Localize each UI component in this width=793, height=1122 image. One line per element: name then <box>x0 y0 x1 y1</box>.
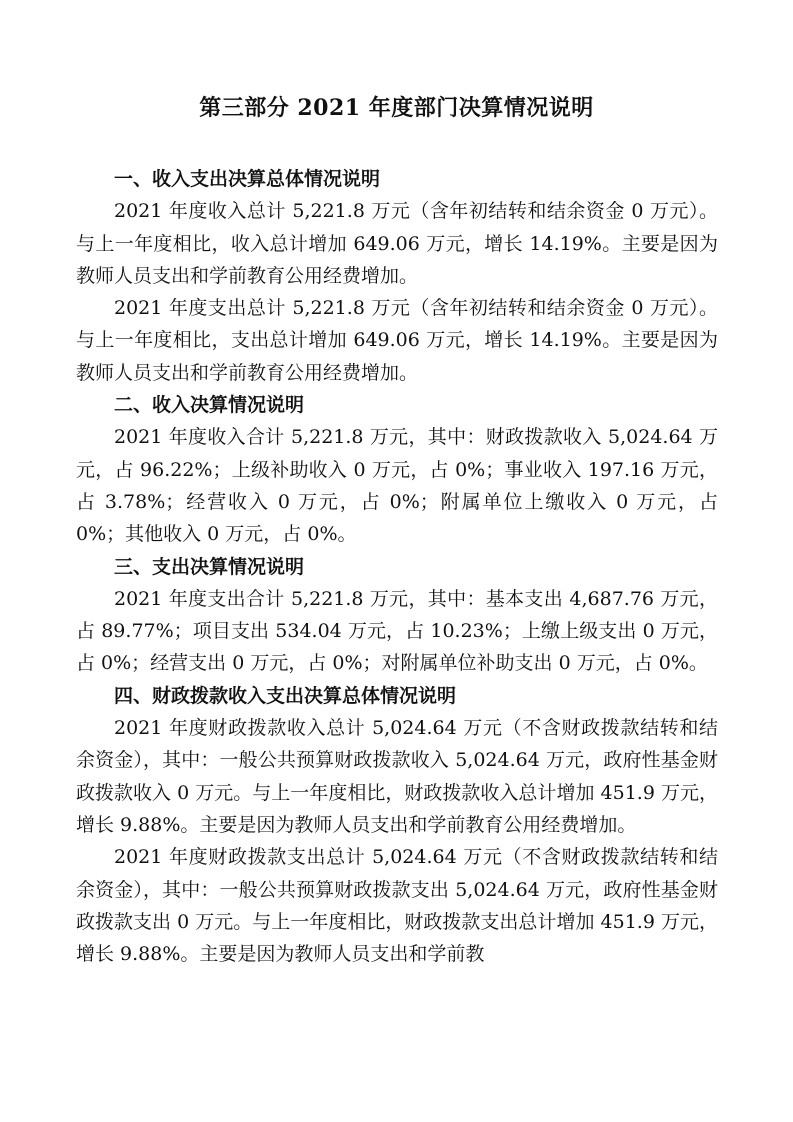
section-heading-fiscal-appropriation: 四、财政拨款收入支出决算总体情况说明 <box>114 684 457 707</box>
paragraph-expense-breakdown: 2021 年度支出合计 5,221.8 万元，其中：基本支出 4,687.76 万元，占 89.77%；项目支出 534.04 万元，占 10.23%；上缴上级支出 0 万元，占 0%；经营支出 0 万元，占 0%；对附属单位补助支出 0 万元，占 0%。 <box>76 587 718 675</box>
section-heading-income-expense-overview: 一、收入支出决算总体情况说明 <box>114 168 381 190</box>
paragraph-income-breakdown: 2021 年度收入合计 5,221.8 万元，其中：财政拨款收入 5,024.64 万元，占 96.22%；上级补助收入 0 万元，占 0%；事业收入 197.16 万元，占 3.78%；经营收入 0 万元，占 0%；附属单位上缴收入 0 万元，占 0%；其他收入 0 万元，占 0%。 <box>76 426 718 546</box>
section-heading-expense: 三、支出决算情况说明 <box>114 555 305 578</box>
paragraph-total-income: 2021 年度收入总计 5,221.8 万元（含年初结转和结余资金 0 万元）。与上一年度相比，收入总计增加 649.06 万元，增长 14.19%。主要是因为教师人员支出和学前教育公用经费增加。 <box>76 200 718 287</box>
page-title: 第三部分 2021 年度部门决算情况说明 <box>199 95 594 121</box>
paragraph-fiscal-income: 2021 年度财政拨款收入总计 5,024.64 万元（不含财政拨款结转和结余资金），其中：一般公共预算财政拨款收入 5,024.64 万元，政府性基金财政拨款收入 0 万元。与上一年度相比，财政拨款收入总计增加 451.9 万元，增长 9.88%。主要是因为教师人员支出和学前教育公用经费增加。 <box>76 717 718 836</box>
section-heading-income: 二、收入决算情况说明 <box>114 394 305 417</box>
document-body <box>76 163 718 970</box>
paragraph-total-expense: 2021 年度支出总计 5,221.8 万元（含年初结转和结余资金 0 万元）。与上一年度相比，支出总计增加 649.06 万元，增长 14.19%。主要是因为教师人员支出和学前教育公用经费增加。 <box>76 297 718 384</box>
paragraph-fiscal-expense: 2021 年度财政拨款支出总计 5,024.64 万元（不含财政拨款结转和结余资金），其中：一般公共预算财政拨款支出 5,024.64 万元，政府性基金财政拨款支出 0 万元。与上一年度相比，财政拨款支出总计增加 451.9 万元，增长 9.88%。主要是因为教师人员支出和学前教 <box>76 846 718 966</box>
